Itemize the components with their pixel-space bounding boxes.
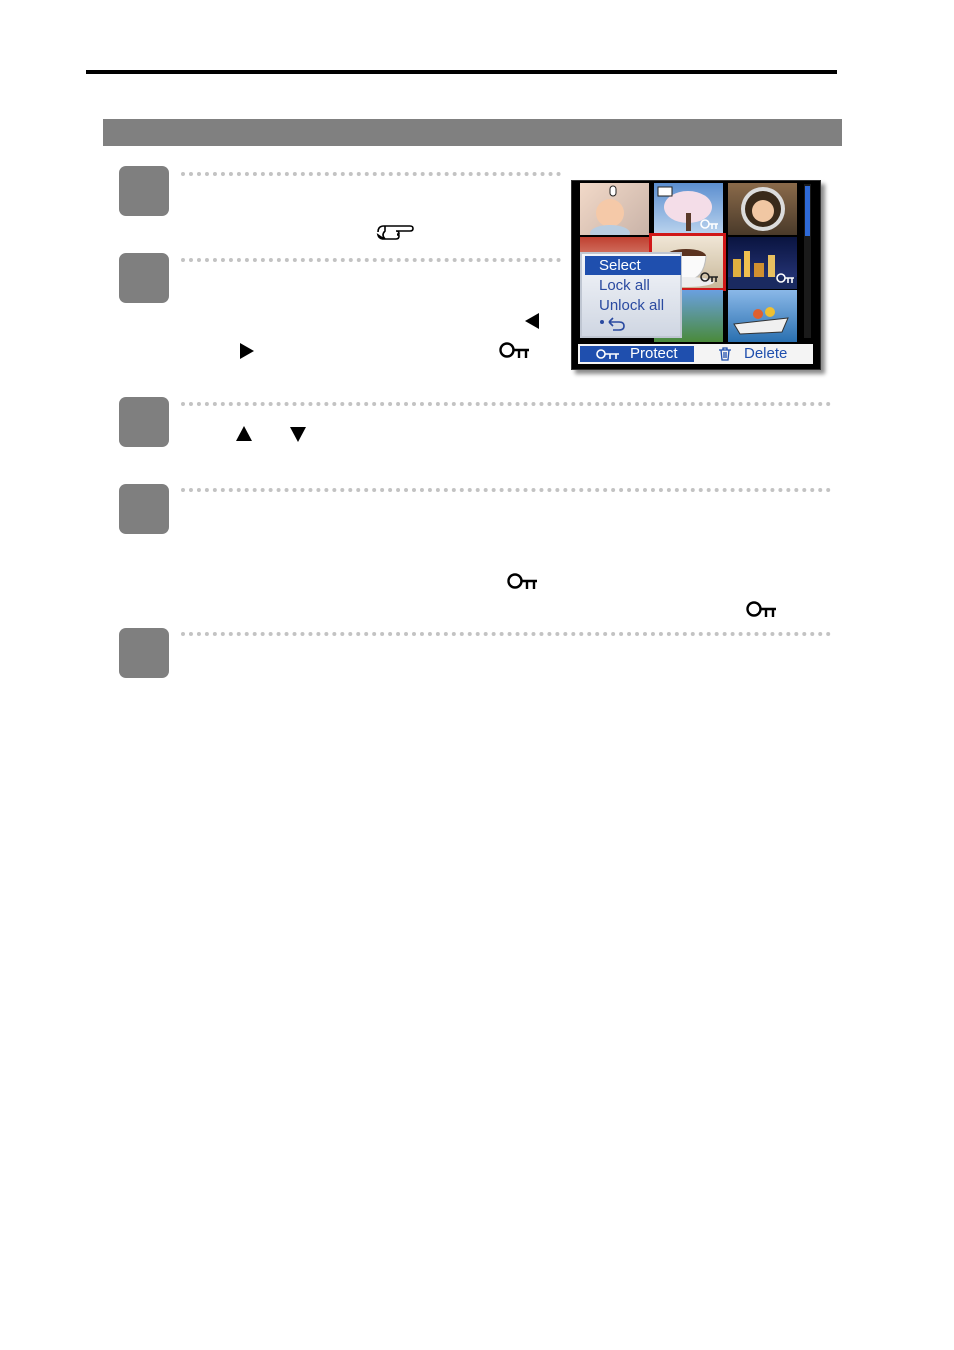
thumbnail-cherry-tree xyxy=(654,183,723,235)
protect-menu xyxy=(580,252,682,338)
thumbnail-portrait xyxy=(728,183,797,235)
screen-bottom-bar xyxy=(578,344,813,364)
back-arrow-icon xyxy=(599,316,629,332)
protect-softkey[interactable] xyxy=(580,346,694,362)
menu-item-lock-all[interactable]: Lock all xyxy=(599,277,650,294)
triangle-up-icon xyxy=(236,426,252,441)
step-4-divider xyxy=(181,488,831,492)
step-1-box xyxy=(119,166,169,216)
delete-label: Delete xyxy=(744,345,788,362)
delete-softkey[interactable] xyxy=(718,346,808,362)
step-5-box xyxy=(119,628,169,678)
menu-item-back[interactable] xyxy=(585,316,681,335)
step-1-divider xyxy=(181,172,561,176)
menu-item-unlock-all[interactable]: Unlock all xyxy=(599,297,665,314)
top-rule xyxy=(86,70,837,74)
step-3-box xyxy=(119,397,169,447)
key-icon xyxy=(507,573,539,591)
thumbnail-boat xyxy=(728,290,797,342)
triangle-down-icon xyxy=(290,427,306,442)
triangle-right-icon xyxy=(240,343,254,359)
screen-scrollbar[interactable] xyxy=(804,184,811,338)
protect-label: Protect xyxy=(630,345,678,362)
key-icon xyxy=(746,601,778,619)
step-2-divider xyxy=(181,258,561,262)
key-icon xyxy=(596,349,620,360)
menu-item-select[interactable]: Select xyxy=(585,256,681,275)
thumbnail-city-night xyxy=(728,237,797,289)
step-2-box xyxy=(119,253,169,303)
pointing-hand-icon xyxy=(376,223,414,243)
step-5-divider xyxy=(181,632,831,636)
thumbnail-baby xyxy=(580,183,649,235)
section-header-bar xyxy=(103,119,842,146)
trash-icon xyxy=(718,347,732,361)
key-icon xyxy=(499,342,531,360)
step-4-box xyxy=(119,484,169,534)
scrollbar-thumb[interactable] xyxy=(805,186,810,236)
triangle-left-icon xyxy=(525,313,539,329)
step-3-divider xyxy=(181,402,831,406)
